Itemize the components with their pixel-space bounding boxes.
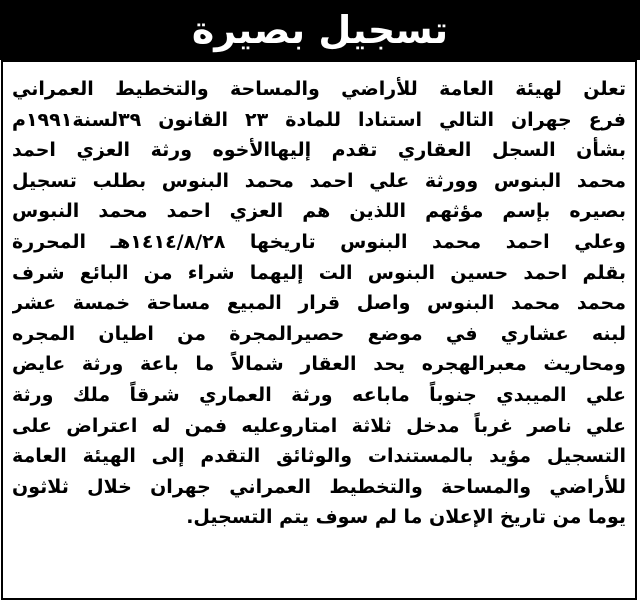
notice-line-14: للأراضي والمساحة والتخطيط العمراني جهران خلال ثلاثون [12, 475, 626, 498]
notice-line-13: التسجيل مؤيد بالمستندات والوثائق التقدم إلى الهيئة العامة [12, 445, 626, 468]
notice-line-2: فرع جهران التالي استنادا للمادة ٢٣ القانون ٣٩لسنة١٩٩١م [12, 108, 626, 131]
notice-body [12, 74, 626, 533]
notice-line-3: بشأن السجل العقاري تقدم إليهاالأخوه ورثة العزي احمد [12, 139, 626, 162]
notice-line-4: محمد البنوس وورثة علي احمد محمد البنوس بطلب تسجيل [12, 169, 626, 192]
title-banner [0, 0, 640, 60]
notice-line-5: بصيره بإسم مؤثهم اللذين هم العزي احمد محمد النبوس [12, 200, 626, 223]
notice-line-12: علي ناصر غرباً مدخل ثلاثة امتاروعليه فمن له اعتراض على [12, 414, 626, 437]
notice-line-8: محمد محمد البنوس واصل قرار المبيع مساحة خمسة عشر [12, 292, 626, 315]
notice-line-11: علي الميبدي جنوباً ماباعه ورثة العماري شرقاً ملك ورثة [12, 383, 626, 406]
notice-line-9: لبنه عشاري في موضع حصيرالمجرة من اطيان المجره [12, 322, 626, 345]
notice-line-7: بقلم احمد حسين البنوس الت إليهما شراء من البائع شرف [12, 261, 626, 284]
notice-title: تسجيل بصيرة [191, 8, 449, 52]
notice-line-1: تعلن لهيئة العامة للأراضي والمساحة والتخطيط العمراني [12, 78, 626, 100]
notice-line-6: وعلي احمد محمد البنوس تاريخها ١٤١٤/٨/٢٨هـ المحررة [12, 230, 626, 253]
notice-line-15: يوما من تاريخ الإعلان ما لم سوف يتم التسجيل. [186, 506, 626, 529]
notice-line-10: ومحاريث معبرالهجره يحد العقار شمالاً ما باعة ورثة عايض [12, 353, 626, 376]
